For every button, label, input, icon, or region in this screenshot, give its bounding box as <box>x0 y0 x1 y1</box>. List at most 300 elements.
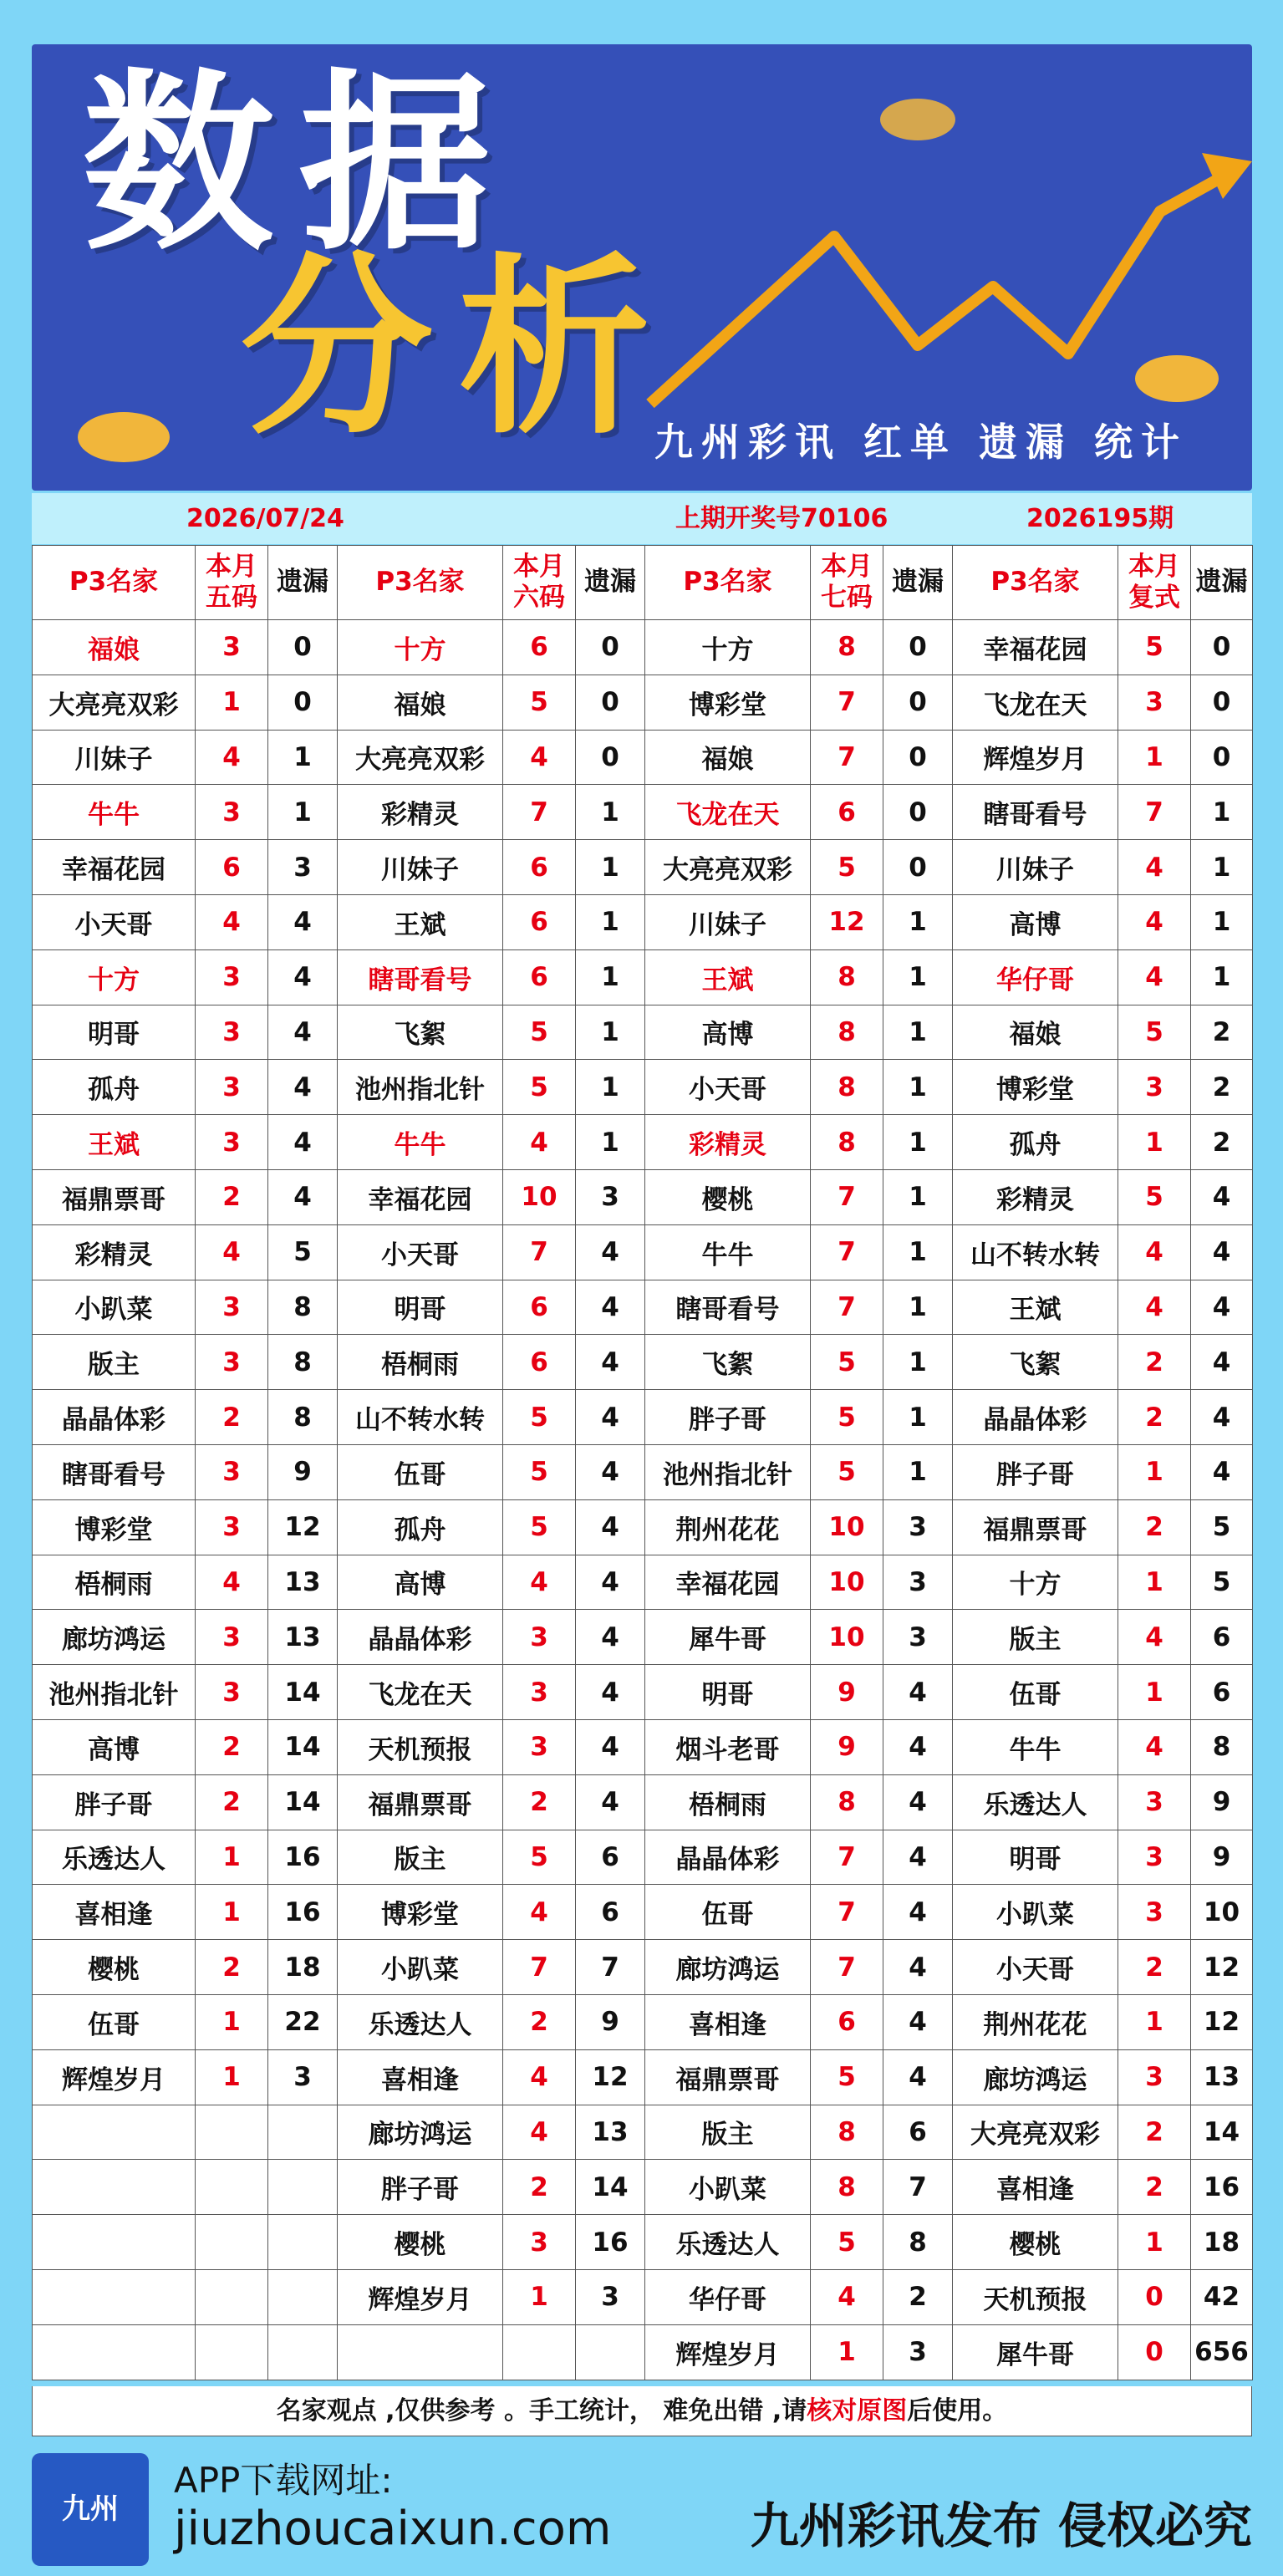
table-row <box>33 894 1253 949</box>
table-cell: 胖子哥 <box>338 2160 503 2215</box>
table-cell: 4 <box>576 1280 645 1335</box>
table-cell: 10 <box>503 1169 576 1224</box>
table-cell: 1 <box>883 894 953 949</box>
table-cell: 656 <box>1191 2324 1253 2380</box>
table-cell: 6 <box>503 620 576 675</box>
table-cell: 梧桐雨 <box>338 1335 503 1390</box>
table-cell: 4 <box>1118 949 1191 1005</box>
table-cell: 9 <box>811 1719 883 1774</box>
table-cell: 荆州花花 <box>645 1499 811 1555</box>
banner-title-line1: 数据 <box>82 53 517 277</box>
table-cell: 十方 <box>645 620 811 675</box>
table-cell: 明哥 <box>953 1830 1118 1885</box>
table-row <box>33 1335 1253 1390</box>
table-cell: 0 <box>268 620 338 675</box>
table-cell: 山不转水转 <box>338 1390 503 1445</box>
column-header: 本月 五码 <box>196 546 268 620</box>
table-cell: 4 <box>268 949 338 1005</box>
table-cell: 1 <box>1118 1994 1191 2049</box>
table-row <box>33 1115 1253 1170</box>
table-cell: 4 <box>576 1444 645 1499</box>
table-cell: 池州指北针 <box>33 1665 196 1720</box>
table-cell: 伍哥 <box>33 1994 196 2049</box>
table-cell: 喜相逢 <box>645 1994 811 2049</box>
table-cell: 犀牛哥 <box>645 1610 811 1665</box>
table-cell: 大亮亮双彩 <box>953 2105 1118 2160</box>
table-cell: 0 <box>883 620 953 675</box>
table-cell: 12 <box>268 1499 338 1555</box>
table-cell: 荆州花花 <box>953 1994 1118 2049</box>
table-cell: 飞絮 <box>338 1005 503 1060</box>
banner-title-line2: 分析 <box>241 237 675 461</box>
table-cell: 4 <box>1118 1610 1191 1665</box>
table-cell: 大亮亮双彩 <box>645 840 811 895</box>
table-cell: 4 <box>883 1940 953 1995</box>
table-cell: 十方 <box>33 949 196 1005</box>
table-cell: 6 <box>503 894 576 949</box>
table-cell: 4 <box>503 1885 576 1940</box>
table-cell: 5 <box>503 1005 576 1060</box>
table-cell: 王斌 <box>33 1115 196 1170</box>
table-cell: 4 <box>196 894 268 949</box>
table-cell: 1 <box>576 840 645 895</box>
table-cell: 2 <box>196 1719 268 1774</box>
table-cell: 6 <box>811 1994 883 2049</box>
table-cell: 飞絮 <box>953 1335 1118 1390</box>
table-cell <box>268 2105 338 2160</box>
table-cell: 烟斗老哥 <box>645 1719 811 1774</box>
table-cell: 10 <box>1191 1885 1253 1940</box>
table-cell: 1 <box>883 1169 953 1224</box>
table-cell: 梧桐雨 <box>645 1774 811 1830</box>
table-row <box>33 1280 1253 1335</box>
table-cell: 7 <box>503 1940 576 1995</box>
table-cell: 4 <box>268 894 338 949</box>
table-cell: 王斌 <box>953 1280 1118 1335</box>
table-cell: 辉煌岁月 <box>645 2324 811 2380</box>
table-cell: 4 <box>576 1499 645 1555</box>
table-cell: 9 <box>1191 1774 1253 1830</box>
table-cell: 2 <box>503 1994 576 2049</box>
table-cell: 1 <box>883 1280 953 1335</box>
table-cell: 小天哥 <box>645 1060 811 1115</box>
table-cell: 4 <box>576 1224 645 1280</box>
table-cell: 伍哥 <box>953 1665 1118 1720</box>
table-cell: 2 <box>1118 2160 1191 2215</box>
table-cell: 12 <box>1191 1994 1253 2049</box>
app-download-label: APP下载网址: <box>174 2460 393 2501</box>
table-cell: 8 <box>811 1774 883 1830</box>
table-cell: 4 <box>576 1390 645 1445</box>
table-cell: 幸福花园 <box>33 840 196 895</box>
table-cell <box>33 2105 196 2160</box>
table-cell: 1 <box>268 730 338 785</box>
table-cell: 18 <box>268 1940 338 1995</box>
table-cell: 0 <box>576 620 645 675</box>
table-cell: 高博 <box>645 1005 811 1060</box>
table-cell: 王斌 <box>645 949 811 1005</box>
table-cell: 小天哥 <box>338 1224 503 1280</box>
table-cell: 8 <box>811 2105 883 2160</box>
table-row <box>33 1060 1253 1115</box>
table-cell <box>576 2324 645 2380</box>
table-cell: 5 <box>268 1224 338 1280</box>
table-row <box>33 840 1253 895</box>
table-cell: 福鼎票哥 <box>953 1499 1118 1555</box>
table-cell: 0 <box>883 730 953 785</box>
table-cell: 4 <box>883 1665 953 1720</box>
table-cell: 7 <box>1118 785 1191 840</box>
table-row <box>33 2160 1253 2215</box>
table-cell: 福鼎票哥 <box>338 1774 503 1830</box>
table-cell: 大亮亮双彩 <box>33 675 196 730</box>
footer <box>32 2445 1252 2566</box>
table-row <box>33 1005 1253 1060</box>
table-cell: 5 <box>503 1830 576 1885</box>
table-cell: 8 <box>1191 1719 1253 1774</box>
table-cell: 4 <box>576 1774 645 1830</box>
table-row <box>33 1390 1253 1445</box>
table-cell: 福娘 <box>645 730 811 785</box>
table-cell: 6 <box>883 2105 953 2160</box>
table-cell: 辉煌岁月 <box>338 2269 503 2324</box>
table-cell: 3 <box>503 1665 576 1720</box>
table-cell: 2 <box>1118 1940 1191 1995</box>
table-cell: 3 <box>503 2215 576 2270</box>
table-cell: 伍哥 <box>338 1444 503 1499</box>
table-cell: 博彩堂 <box>953 1060 1118 1115</box>
table-cell: 彩精灵 <box>645 1115 811 1170</box>
table-cell: 3 <box>1118 2049 1191 2105</box>
table-cell: 5 <box>811 1335 883 1390</box>
table-cell: 1 <box>503 2269 576 2324</box>
table-cell: 3 <box>883 1610 953 1665</box>
table-cell: 孤舟 <box>338 1499 503 1555</box>
table-row <box>33 2215 1253 2270</box>
table-cell: 4 <box>268 1005 338 1060</box>
table-cell: 4 <box>576 1719 645 1774</box>
table-cell: 1 <box>883 1224 953 1280</box>
table-cell: 8 <box>883 2215 953 2270</box>
table-cell: 8 <box>268 1280 338 1335</box>
table-cell: 3 <box>503 1610 576 1665</box>
table-cell: 4 <box>576 1335 645 1390</box>
table-cell: 2 <box>1118 1390 1191 1445</box>
table-cell: 高博 <box>953 894 1118 949</box>
column-header: 本月 七码 <box>811 546 883 620</box>
stats-table-container <box>32 545 1252 2380</box>
table-cell: 1 <box>1118 2215 1191 2270</box>
table-cell: 0 <box>883 675 953 730</box>
table-cell: 瞎哥看号 <box>645 1280 811 1335</box>
table-cell: 1 <box>576 1005 645 1060</box>
table-row <box>33 1444 1253 1499</box>
table-cell: 6 <box>503 840 576 895</box>
table-cell: 5 <box>503 1444 576 1499</box>
table-cell <box>196 2324 268 2380</box>
table-cell: 4 <box>503 2105 576 2160</box>
table-cell: 0 <box>1191 730 1253 785</box>
table-cell: 5 <box>811 1390 883 1445</box>
table-cell: 4 <box>576 1610 645 1665</box>
table-cell: 7 <box>883 2160 953 2215</box>
table-body <box>33 620 1253 2380</box>
table-cell: 福娘 <box>338 675 503 730</box>
table-cell: 牛牛 <box>338 1115 503 1170</box>
table-row <box>33 1665 1253 1720</box>
table-cell: 樱桃 <box>953 2215 1118 2270</box>
table-cell: 幸福花园 <box>338 1169 503 1224</box>
table-cell: 4 <box>503 730 576 785</box>
table-cell: 5 <box>1191 1499 1253 1555</box>
table-cell: 2 <box>1118 1499 1191 1555</box>
table-cell: 牛牛 <box>645 1224 811 1280</box>
table-cell: 梧桐雨 <box>33 1555 196 1610</box>
table-cell: 十方 <box>953 1555 1118 1610</box>
table-cell: 3 <box>576 1169 645 1224</box>
table-cell: 10 <box>811 1555 883 1610</box>
table-cell: 7 <box>503 1224 576 1280</box>
table-cell: 8 <box>811 1005 883 1060</box>
table-cell: 4 <box>576 1665 645 1720</box>
table-cell: 小趴菜 <box>338 1940 503 1995</box>
table-cell: 4 <box>1118 1280 1191 1335</box>
table-cell: 3 <box>1118 1060 1191 1115</box>
table-cell: 1 <box>1118 730 1191 785</box>
table-cell: 14 <box>268 1719 338 1774</box>
table-cell: 4 <box>1191 1335 1253 1390</box>
table-cell: 7 <box>811 1940 883 1995</box>
table-cell: 4 <box>883 2049 953 2105</box>
stats-table <box>32 545 1253 2380</box>
column-header: P3名家 <box>33 546 196 620</box>
table-cell: 瞎哥看号 <box>953 785 1118 840</box>
column-header: P3名家 <box>338 546 503 620</box>
table-cell: 福鼎票哥 <box>645 2049 811 2105</box>
table-cell: 喜相逢 <box>338 2049 503 2105</box>
issue-label: 2026195期 <box>1026 504 1174 533</box>
table-cell: 华仔哥 <box>645 2269 811 2324</box>
table-cell: 版主 <box>645 2105 811 2160</box>
table-cell: 池州指北针 <box>645 1444 811 1499</box>
table-cell: 5 <box>503 1060 576 1115</box>
table-cell: 5 <box>811 2215 883 2270</box>
table-cell: 1 <box>1191 785 1253 840</box>
table-cell: 1 <box>883 1390 953 1445</box>
table-cell: 晶晶体彩 <box>338 1610 503 1665</box>
table-cell: 飞龙在天 <box>953 675 1118 730</box>
table-cell: 廊坊鸿运 <box>953 2049 1118 2105</box>
table-cell: 4 <box>883 1774 953 1830</box>
table-cell: 1 <box>196 1994 268 2049</box>
table-cell: 1 <box>196 1885 268 1940</box>
table-cell: 4 <box>576 1555 645 1610</box>
table-cell: 大亮亮双彩 <box>338 730 503 785</box>
table-row <box>33 1499 1253 1555</box>
column-header: 本月 六码 <box>503 546 576 620</box>
table-cell: 3 <box>196 620 268 675</box>
table-cell: 山不转水转 <box>953 1224 1118 1280</box>
table-row <box>33 1774 1253 1830</box>
app-logo-icon: 九州 <box>32 2453 149 2566</box>
table-cell: 8 <box>811 620 883 675</box>
table-cell: 1 <box>576 949 645 1005</box>
table-cell: 福娘 <box>33 620 196 675</box>
table-cell: 1 <box>576 785 645 840</box>
table-cell: 3 <box>196 1115 268 1170</box>
table-cell: 牛牛 <box>953 1719 1118 1774</box>
table-cell: 3 <box>196 785 268 840</box>
table-cell: 彩精灵 <box>33 1224 196 1280</box>
table-row <box>33 1610 1253 1665</box>
table-cell: 胖子哥 <box>953 1444 1118 1499</box>
table-cell: 3 <box>196 1610 268 1665</box>
table-cell <box>196 2269 268 2324</box>
table-cell: 4 <box>1191 1444 1253 1499</box>
table-cell: 4 <box>811 2269 883 2324</box>
table-cell: 1 <box>576 1115 645 1170</box>
table-cell: 0 <box>883 840 953 895</box>
table-cell: 6 <box>576 1885 645 1940</box>
table-cell: 0 <box>268 675 338 730</box>
table-cell: 9 <box>576 1994 645 2049</box>
table-cell: 高博 <box>33 1719 196 1774</box>
table-cell <box>338 2324 503 2380</box>
table-cell: 3 <box>196 1060 268 1115</box>
table-cell: 4 <box>268 1169 338 1224</box>
table-cell: 川妹子 <box>338 840 503 895</box>
table-row <box>33 949 1253 1005</box>
table-cell: 1 <box>811 2324 883 2380</box>
table-cell: 版主 <box>33 1335 196 1390</box>
table-cell: 3 <box>503 1719 576 1774</box>
table-cell: 8 <box>268 1390 338 1445</box>
table-cell: 6 <box>811 785 883 840</box>
table-cell: 6 <box>1191 1665 1253 1720</box>
table-cell: 6 <box>503 1280 576 1335</box>
table-cell: 3 <box>268 840 338 895</box>
table-row <box>33 620 1253 675</box>
table-cell: 小天哥 <box>33 894 196 949</box>
table-cell: 16 <box>576 2215 645 2270</box>
table-cell: 王斌 <box>338 894 503 949</box>
table-row <box>33 2105 1253 2160</box>
table-cell: 乐透达人 <box>953 1774 1118 1830</box>
table-cell: 3 <box>268 2049 338 2105</box>
disclaimer-highlight: 核对原图 <box>807 2396 908 2426</box>
table-cell: 3 <box>1118 1830 1191 1885</box>
table-cell: 福娘 <box>953 1005 1118 1060</box>
table-cell: 廊坊鸿运 <box>645 1940 811 1995</box>
table-cell: 池州指北针 <box>338 1060 503 1115</box>
app-download-url[interactable]: jiuzhoucaixun.com <box>174 2502 612 2556</box>
table-cell: 5 <box>503 1499 576 1555</box>
table-cell: 版主 <box>953 1610 1118 1665</box>
table-cell: 3 <box>196 1280 268 1335</box>
table-cell: 乐透达人 <box>645 2215 811 2270</box>
table-cell: 廊坊鸿运 <box>338 2105 503 2160</box>
header-banner <box>32 44 1252 491</box>
table-cell: 7 <box>811 1280 883 1335</box>
table-cell <box>33 2324 196 2380</box>
table-cell: 13 <box>576 2105 645 2160</box>
table-cell: 瞎哥看号 <box>33 1444 196 1499</box>
table-cell: 孤舟 <box>953 1115 1118 1170</box>
table-cell: 胖子哥 <box>645 1390 811 1445</box>
table-cell: 7 <box>811 730 883 785</box>
table-cell: 4 <box>883 1885 953 1940</box>
table-cell: 6 <box>576 1830 645 1885</box>
table-cell: 晶晶体彩 <box>645 1830 811 1885</box>
banner-subtitle: 九州彩讯 红单 遗漏 统计 <box>654 420 1189 465</box>
table-cell: 2 <box>1118 1335 1191 1390</box>
table-cell: 2 <box>196 1169 268 1224</box>
table-cell: 1 <box>1191 840 1253 895</box>
table-cell: 7 <box>576 1940 645 1995</box>
table-cell: 4 <box>268 1115 338 1170</box>
table-cell: 幸福花园 <box>645 1555 811 1610</box>
table-row <box>33 1555 1253 1610</box>
table-cell: 0 <box>1118 2269 1191 2324</box>
table-cell <box>33 2269 196 2324</box>
table-cell: 1 <box>883 1335 953 1390</box>
table-cell: 幸福花园 <box>953 620 1118 675</box>
table-cell <box>33 2160 196 2215</box>
table-cell: 5 <box>811 840 883 895</box>
table-cell: 14 <box>1191 2105 1253 2160</box>
table-cell: 5 <box>811 2049 883 2105</box>
table-cell: 1 <box>883 1115 953 1170</box>
table-cell: 川妹子 <box>953 840 1118 895</box>
table-cell: 版主 <box>338 1830 503 1885</box>
table-cell: 7 <box>811 1885 883 1940</box>
table-row <box>33 730 1253 785</box>
table-cell: 6 <box>1191 1610 1253 1665</box>
table-cell: 1 <box>1118 1115 1191 1170</box>
copyright-slogan: 九州彩讯发布 侵权必究 <box>750 2497 1252 2554</box>
table-cell <box>33 2215 196 2270</box>
table-cell: 7 <box>503 785 576 840</box>
table-cell: 4 <box>883 1830 953 1885</box>
table-cell: 16 <box>1191 2160 1253 2215</box>
table-cell: 2 <box>196 1774 268 1830</box>
table-cell: 5 <box>1118 1005 1191 1060</box>
table-cell: 樱桃 <box>645 1169 811 1224</box>
table-row <box>33 1885 1253 1940</box>
table-cell: 博彩堂 <box>33 1499 196 1555</box>
table-cell: 10 <box>811 1499 883 1555</box>
table-cell: 42 <box>1191 2269 1253 2324</box>
table-cell: 孤舟 <box>33 1060 196 1115</box>
table-cell: 胖子哥 <box>33 1774 196 1830</box>
table-cell: 2 <box>1191 1005 1253 1060</box>
column-header: 本月 复式 <box>1118 546 1191 620</box>
date-label: 2026/07/24 <box>186 504 344 533</box>
table-cell: 4 <box>503 2049 576 2105</box>
table-header-row <box>33 546 1253 620</box>
column-header: 遗漏 <box>268 546 338 620</box>
table-cell: 2 <box>883 2269 953 2324</box>
table-cell: 4 <box>503 1115 576 1170</box>
table-cell: 川妹子 <box>33 730 196 785</box>
table-cell: 高博 <box>338 1555 503 1610</box>
table-cell: 12 <box>1191 1940 1253 1995</box>
table-cell: 飞絮 <box>645 1335 811 1390</box>
table-cell: 16 <box>268 1885 338 1940</box>
table-cell: 辉煌岁月 <box>953 730 1118 785</box>
table-cell: 12 <box>811 894 883 949</box>
table-cell: 牛牛 <box>33 785 196 840</box>
